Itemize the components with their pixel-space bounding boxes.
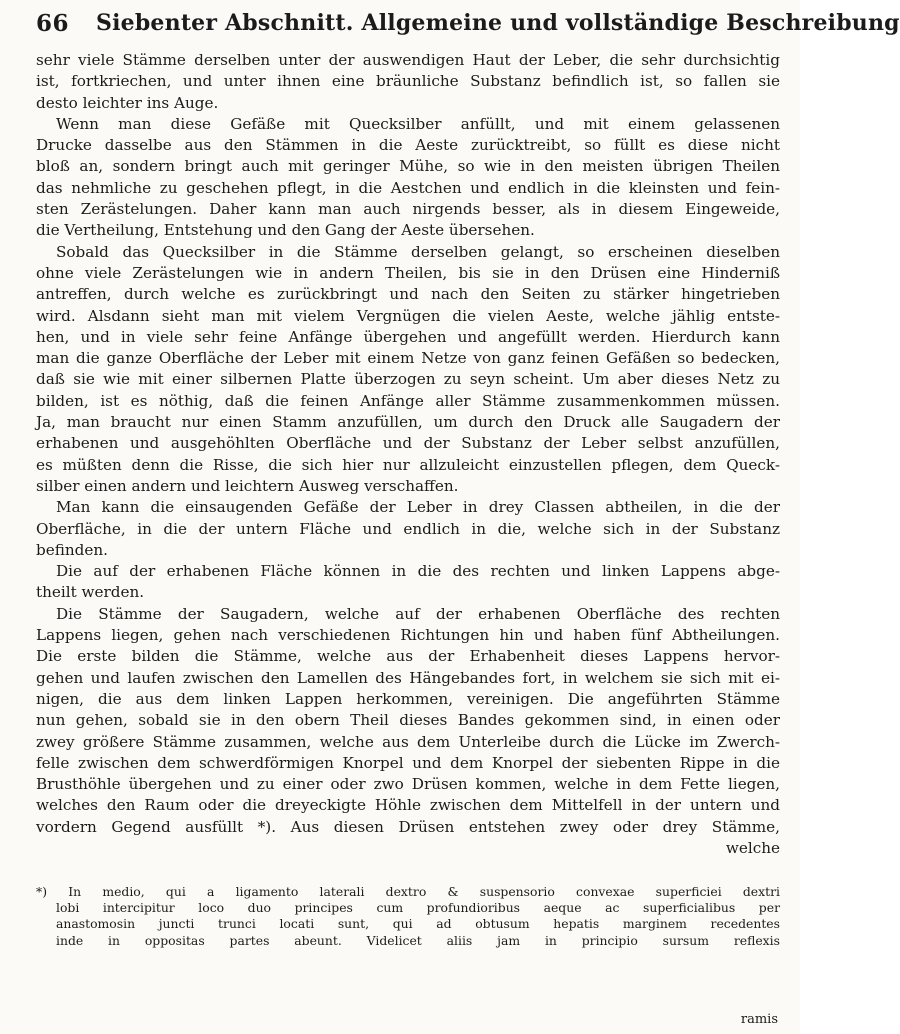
text-line: bloß an, sondern bringt auch mit geringer Mühe, so wie in den meisten übrigen Theilen	[36, 157, 780, 176]
text-line: hen, und in viele sehr feine Anfänge übergehen und angefüllt werden. Hierdurch kann	[36, 327, 780, 346]
text-line: ohne viele Zerästelungen wie in andern Theilen, bis sie in den Drüsen eine Hinderniß	[36, 263, 780, 282]
text-line: Die Stämme der Saugadern, welche auf der erhabenen Oberfläche des rechten	[56, 604, 780, 623]
text-line: ist, fortkriechen, und unter ihnen eine bräunliche Substanz befindlich ist, so fallen sie	[36, 72, 780, 91]
text-line: Die erste bilden die Stämme, welche aus der Erhabenheit dieses Lappens hervor-	[36, 647, 780, 666]
text-line: theilt werden.	[36, 583, 145, 602]
text-line: es müßten denn die Risse, die sich hier nur allzuleicht einzustellen pflegen, dem Queck-	[36, 455, 780, 474]
text-line: vordern Gegend ausfüllt *). Aus diesen Drüsen entstehen zwey oder drey Stämme,	[36, 817, 780, 836]
footnote-line: anastomosin juncti trunci locati sunt, qui ad obtusum hepatis marginem recedentes	[56, 916, 780, 932]
text-line: desto leichter ins Auge.	[36, 93, 219, 112]
text-line: die Vertheilung, Entstehung und den Gang der Aeste übersehen.	[36, 221, 535, 240]
text-line: Oberfläche, in die der untern Fläche und endlich in die, welche sich in der Substanz	[36, 519, 780, 538]
text-line: Brusthöhle übergehen und zu einer oder zwo Drüsen kommen, welche in dem Fette liegen,	[36, 775, 780, 794]
text-line: zwey größere Stämme zusammen, welche aus dem Unterleibe durch die Lücke im Zwerch-	[36, 732, 780, 751]
main-text-block	[36, 50, 780, 859]
footnote-line: lobi intercipitur loco duo principes cum profundioribus aeque ac superficialibus per	[56, 900, 780, 916]
text-line: erhabenen und ausgehöhlten Oberfläche und der Substanz der Leber selbst anzufüllen,	[36, 434, 780, 453]
text-line: Lappens liegen, gehen nach verschiedenen Richtungen hin und haben fünf Abtheilungen.	[36, 626, 780, 645]
footnote-line: *) In medio, qui a ligamento laterali dextro & suspensorio convexae superficiei dextri	[36, 884, 780, 899]
text-line: nun gehen, sobald sie in den obern Theil dieses Bandes gekommen sind, in einen oder	[36, 711, 780, 730]
text-line: antreffen, durch welche es zurückbringt und nach den Seiten zu stärker hingetrieben	[36, 285, 780, 304]
text-line: wird. Alsdann sieht man mit vielem Vergnügen die vielen Aeste, welche jählig entste-	[36, 306, 780, 325]
page-header	[36, 8, 900, 38]
text-line: Ja, man braucht nur einen Stamm anzufüllen, um durch den Druck alle Saugadern der	[36, 413, 780, 432]
text-line: man die ganze Oberfläche der Leber mit einem Netze von ganz feinen Gefäßen so bedecken,	[36, 349, 780, 368]
text-line: gehen und laufen zwischen den Lamellen des Hängebandes fort, in welchem sie sich mit ei-	[36, 668, 780, 687]
text-line: Sobald das Quecksilber in die Stämme derselben gelangt, so erscheinen dieselben	[56, 242, 780, 261]
text-line: bilden, ist es nöthig, daß die feinen Anfänge aller Stämme zusammenkommen müssen.	[36, 391, 780, 410]
text-line: nigen, die aus dem linken Lappen herkommen, vereinigen. Die angeführten Stämme	[36, 689, 780, 708]
text-line: befinden.	[36, 540, 108, 559]
text-line: daß sie wie mit einer silbernen Platte überzogen zu seyn scheint. Um aber dieses Netz zu	[36, 370, 780, 389]
text-line: welches den Raum oder die dreyeckigte Höhle zwischen dem Mittelfell in der untern und	[36, 796, 780, 815]
text-line: welche	[725, 838, 780, 857]
text-line: Die auf der erhabenen Fläche können in die des rechten und linken Lappens abge-	[56, 562, 780, 581]
footnote-block	[36, 884, 780, 949]
text-line: sten Zerästelungen. Daher kann man auch nirgends besser, als in diesem Eingeweide,	[36, 200, 780, 219]
text-line: Man kann die einsaugenden Gefäße der Leber in drey Classen abtheilen, in die der	[56, 498, 780, 517]
footnote-line: inde in oppositas partes abeunt. Videlicet aliis jam in principio sursum reflexis	[56, 932, 780, 948]
running-title: Siebenter Abschnitt. Allgemeine und vollständige Beschreibung	[96, 10, 900, 36]
text-line: silber einen andern und leichtern Ausweg verschaffen.	[36, 476, 459, 495]
text-line: Drucke dasselbe aus den Stämmen in die Aeste zurücktreibt, so füllt es diese nicht	[36, 136, 780, 155]
text-line: das nehmliche zu geschehen pflegt, in die Aestchen und endlich in die kleinsten und fein-	[36, 178, 780, 197]
page-number: 66	[36, 10, 70, 37]
catchword: ramis	[740, 1012, 778, 1027]
text-line: Wenn man diese Gefäße mit Quecksilber anfüllt, und mit einem gelassenen	[56, 114, 780, 133]
text-line: felle zwischen dem schwerdförmigen Knorpel und dem Knorpel der siebenten Rippe in die	[36, 753, 780, 772]
text-line: sehr viele Stämme derselben unter der auswendigen Haut der Leber, die sehr durchsichtig	[36, 51, 780, 69]
